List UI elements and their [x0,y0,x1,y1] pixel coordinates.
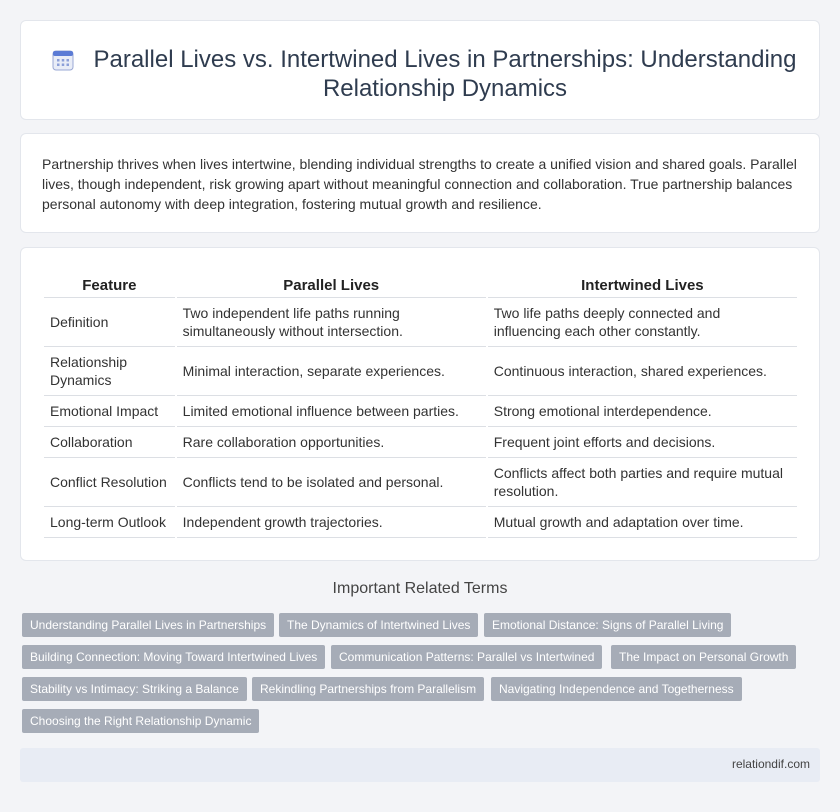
cell-feature: Emotional Impact [44,396,175,427]
related-term-tag[interactable]: Stability vs Intimacy: Striking a Balance [22,677,247,701]
cell-parallel: Conflicts tend to be isolated and personal. [177,458,486,507]
footer [20,748,820,782]
cell-feature: Relationship Dynamics [44,347,175,396]
cell-intertwined: Mutual growth and adaptation over time. [488,507,797,538]
cell-intertwined: Frequent joint efforts and decisions. [488,427,797,458]
calendar-icon [51,48,75,72]
related-term-tag[interactable]: Communication Patterns: Parallel vs Intertwined [331,645,602,669]
page-title: Parallel Lives vs. Intertwined Lives in Partnerships: Understanding Relationship Dynamics [93,46,797,102]
related-term-tag[interactable]: Building Connection: Moving Toward Intertwined Lives [22,645,325,669]
intro-card [20,133,820,233]
related-term-tag[interactable]: The Dynamics of Intertwined Lives [279,613,478,637]
cell-parallel: Two independent life paths running simultaneously without intersection. [177,298,486,347]
cell-parallel: Independent growth trajectories. [177,507,486,538]
title-card [20,20,820,120]
cell-intertwined: Continuous interaction, shared experiences. [488,347,797,396]
comparison-table [42,276,799,538]
related-term-tag[interactable]: Navigating Independence and Togetherness [491,677,742,701]
cell-parallel: Rare collaboration opportunities. [177,427,486,458]
intro-text: Partnership thrives when lives intertwine, blending individual strengths to create a unified vision and shared goals. Parallel lives, though independent, risk growing apart without meaningful connection and collaboration. True partnership balances personal autonomy with deep integration, fostering mutual growth and resilience. [42,156,797,212]
related-term-tag[interactable]: Emotional Distance: Signs of Parallel Living [484,613,731,637]
related-term-tag[interactable]: The Impact on Personal Growth [611,645,796,669]
related-term-tag[interactable]: Rekindling Partnerships from Parallelism [252,677,484,701]
cell-intertwined: Two life paths deeply connected and influencing each other constantly. [488,298,797,347]
table-row [44,396,797,427]
cell-feature: Conflict Resolution [44,458,175,507]
comparison-table-card [20,247,820,561]
table-row [44,298,797,347]
table-row [44,347,797,396]
related-term-tag[interactable]: Choosing the Right Relationship Dynamic [22,709,259,733]
header-feature: Feature [44,276,175,298]
cell-feature: Collaboration [44,427,175,458]
cell-intertwined: Strong emotional interdependence. [488,396,797,427]
header-intertwined-lives: Intertwined Lives [488,276,797,298]
related-term-tag[interactable]: Understanding Parallel Lives in Partnerships [22,613,274,637]
table-row [44,507,797,538]
header-parallel-lives: Parallel Lives [177,276,486,298]
cell-feature: Long-term Outlook [44,507,175,538]
cell-parallel: Limited emotional influence between parties. [177,396,486,427]
footer-site-link[interactable]: relationdif.com [731,757,810,771]
cell-parallel: Minimal interaction, separate experiences. [177,347,486,396]
table-row [44,427,797,458]
table-row [44,458,797,507]
cell-intertwined: Conflicts affect both parties and require mutual resolution. [488,458,797,507]
table-header-row [44,276,797,298]
cell-feature: Definition [44,298,175,347]
related-terms-title: Important Related Terms [332,580,508,597]
